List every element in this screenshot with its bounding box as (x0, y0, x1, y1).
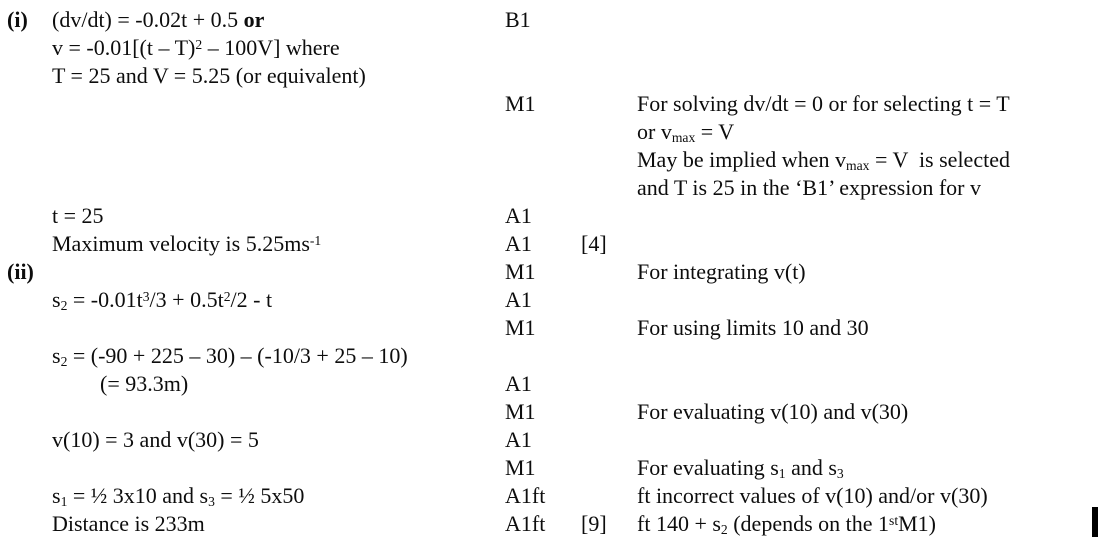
guidance-text: ft incorrect values of v(10) and/or v(30) (637, 483, 988, 508)
guidance-text: ft 140 + s2 (depends on the 1stM1) (637, 511, 937, 537)
mark-code: A1 (505, 371, 532, 396)
mark-code: M1 (505, 91, 536, 116)
part-label (0, 118, 47, 149)
guidance-text: May be implied when vmax = V is selected (637, 147, 1010, 173)
answer-text: (dv/dt) = -0.02t + 0.5 or (52, 7, 265, 32)
guidance-text (637, 342, 1100, 373)
scan-artifact-bar (1092, 507, 1098, 537)
total-marks (580, 286, 637, 317)
total-marks (580, 202, 637, 230)
mark-code: A1 (505, 203, 532, 228)
total-marks: [9] (581, 511, 607, 536)
part-label (0, 202, 47, 230)
guidance-text: For integrating v(t) (637, 259, 806, 284)
answer-text (47, 90, 504, 118)
mark-scheme-row (0, 118, 1100, 146)
mark-code: M1 (505, 259, 536, 284)
mark-scheme-row (0, 510, 1100, 538)
guidance-text: or vmax = V (637, 119, 735, 145)
total-marks (580, 314, 637, 342)
mark-code: B1 (505, 7, 531, 32)
guidance-text (637, 62, 1100, 90)
total-marks (580, 482, 637, 513)
answer-text (47, 174, 504, 202)
total-marks (580, 118, 637, 149)
part-label (0, 426, 47, 454)
guidance-text: For solving dv/dt = 0 or for selecting t = T (637, 91, 1010, 116)
mark-code: M1 (505, 399, 536, 424)
part-label: (ii) (7, 259, 34, 284)
answer-text: Distance is 233m (52, 511, 205, 536)
mark-scheme-row (0, 90, 1100, 118)
mark-scheme-row (0, 146, 1100, 174)
mark-code: M1 (505, 455, 536, 480)
total-marks (580, 174, 637, 202)
mark-code (504, 146, 580, 177)
mark-scheme-row (0, 174, 1100, 202)
mark-scheme-row (0, 342, 1100, 370)
part-label (0, 90, 47, 118)
total-marks (580, 342, 637, 373)
part-label (0, 174, 47, 202)
part-label (0, 342, 47, 373)
guidance-text (637, 34, 1100, 65)
mark-scheme-row (0, 370, 1100, 398)
part-label (0, 146, 47, 177)
answer-text (47, 454, 504, 485)
mark-scheme-row (0, 202, 1100, 230)
total-marks (580, 34, 637, 65)
part-label (0, 34, 47, 65)
mark-scheme-table (0, 6, 1100, 538)
answer-text: (= 93.3m) (100, 371, 189, 396)
total-marks (580, 426, 637, 454)
guidance-text (637, 286, 1100, 317)
guidance-text: and T is 25 in the ‘B1’ expression for v (637, 175, 982, 200)
mark-code: M1 (505, 315, 536, 340)
mark-scheme-row (0, 314, 1100, 342)
mark-scheme-row (0, 286, 1100, 314)
answer-text: v(10) = 3 and v(30) = 5 (52, 427, 259, 452)
part-label (0, 314, 47, 342)
total-marks (580, 454, 637, 485)
part-label (0, 286, 47, 317)
mark-code (504, 174, 580, 202)
mark-scheme-row (0, 398, 1100, 426)
answer-text: t = 25 (52, 203, 104, 228)
guidance-text (637, 202, 1100, 230)
mark-scheme-row (0, 230, 1100, 258)
mark-scheme-row (0, 6, 1100, 34)
mark-code: A1ft (505, 511, 546, 536)
guidance-text: For using limits 10 and 30 (637, 315, 869, 340)
total-marks (580, 146, 637, 177)
part-label (0, 230, 47, 261)
part-label (0, 398, 47, 426)
guidance-text: For evaluating s1 and s3 (637, 455, 844, 481)
mark-code: A1ft (505, 483, 546, 508)
part-label (0, 370, 47, 398)
total-marks (580, 258, 637, 286)
answer-text: Maximum velocity is $5.25ms^{-1}$ (52, 231, 322, 256)
mark-code: A1 (505, 427, 532, 452)
answer-text (47, 258, 504, 286)
guidance-text (637, 230, 1100, 261)
mark-code: A1 (505, 231, 532, 256)
mark-scheme-row (0, 34, 1100, 62)
answer-text: T = 25 and V = 5.25 (or equivalent) (52, 63, 366, 88)
guidance-text (637, 426, 1100, 454)
mark-scheme-row (0, 426, 1100, 454)
mark-scheme-row (0, 454, 1100, 482)
guidance-text: For evaluating v(10) and v(30) (637, 399, 909, 424)
part-label: (i) (7, 7, 28, 32)
guidance-text (637, 6, 1100, 34)
mark-code: A1 (505, 287, 532, 312)
mark-code (504, 62, 580, 90)
total-marks (580, 398, 637, 426)
mark-scheme-row (0, 258, 1100, 286)
part-label (0, 510, 47, 541)
total-marks (580, 370, 637, 398)
mark-code (504, 34, 580, 65)
answer-text: v = -0.01[(t – T)$^2$ – 100V] where (52, 35, 340, 60)
answer-text (47, 314, 504, 342)
answer-text (47, 146, 504, 177)
part-label (0, 454, 47, 485)
answer-text (47, 398, 504, 426)
total-marks: [4] (581, 231, 607, 256)
mark-code (504, 118, 580, 149)
answer-text: s1 = ½ 3x10 and s3 = ½ 5x50 (52, 483, 305, 509)
total-marks (580, 6, 637, 34)
total-marks (580, 62, 637, 90)
answer-text (47, 118, 504, 149)
mark-scheme-row (0, 482, 1100, 510)
mark-code (504, 342, 580, 373)
mark-scheme-row (0, 62, 1100, 90)
guidance-text (637, 370, 1100, 398)
part-label (0, 62, 47, 90)
answer-text: $s2 = -0.01t^3/3 + 0.5t^2/2 - t$ (52, 287, 273, 313)
total-marks (580, 90, 637, 118)
answer-text: s2 = (-90 + 225 – 30) – (-10/3 + 25 – 10) (52, 343, 408, 369)
part-label (0, 482, 47, 513)
